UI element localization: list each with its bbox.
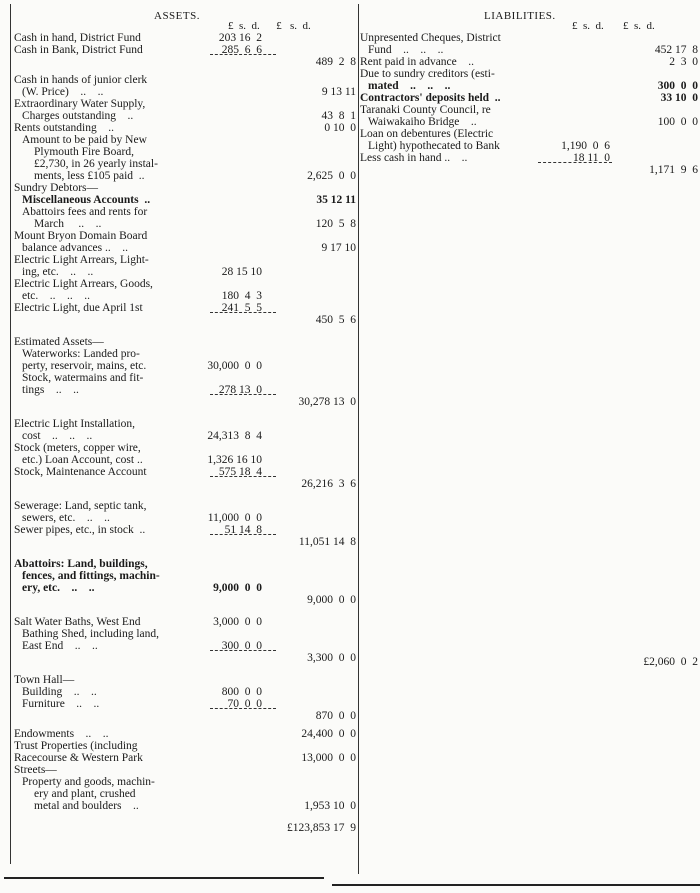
total-amount: 0 10 0 xyxy=(324,122,356,134)
item-amount: 241 5 5 xyxy=(221,302,262,314)
total-amount: 120 5 8 xyxy=(315,218,356,230)
item-amount: 278 13 0 xyxy=(218,384,262,396)
total-amount: 9 17 10 xyxy=(321,242,356,254)
liabilities-currency-header: £ s. d. £ s. d. xyxy=(572,20,655,32)
assets-row xyxy=(14,558,358,570)
entry-label: ments, less £105 paid .. xyxy=(34,170,145,182)
entry-label: (W. Price) .. .. xyxy=(22,86,104,98)
assets-row xyxy=(14,254,358,266)
subtotal-rule xyxy=(210,534,276,536)
entry-label: Stock, Maintenance Account xyxy=(14,466,147,478)
assets-row xyxy=(14,570,358,582)
entry-label: Sewer pipes, etc., in stock .. xyxy=(14,524,146,536)
item-amount: 18 11 0 xyxy=(573,152,610,164)
assets-row xyxy=(14,740,358,752)
entry-label: etc.) Loan Account, cost .. xyxy=(22,454,143,466)
liabilities-row xyxy=(360,140,700,152)
assets-row xyxy=(14,206,358,218)
entry-label: Charges outstanding .. xyxy=(22,110,134,122)
entry-label: balance advances .. .. xyxy=(22,242,129,254)
total-amount: 11,051 14 8 xyxy=(298,536,356,548)
assets-row xyxy=(14,454,358,466)
item-amount: 1,326 16 10 xyxy=(207,454,262,466)
entry-label: ing, etc. .. .. xyxy=(22,266,94,278)
entry-label: Furniture .. .. xyxy=(22,698,100,710)
total-amount: 870 0 0 xyxy=(315,710,356,722)
entry-label: ery, etc. .. .. xyxy=(22,582,95,594)
entry-label: Electric Light, due April 1st xyxy=(14,302,143,314)
liabilities-header xyxy=(360,6,700,32)
assets-row xyxy=(14,728,358,740)
assets-row xyxy=(14,372,358,384)
assets-row xyxy=(14,628,358,640)
assets-row xyxy=(14,170,358,182)
entry-label: Cash in Bank, District Fund xyxy=(14,44,143,56)
total-amount: 35 12 11 xyxy=(316,194,356,206)
total-amount: £123,853 17 9 xyxy=(287,822,356,834)
item-amount: 3,000 0 0 xyxy=(213,616,262,628)
assets-row xyxy=(14,194,358,206)
entry-label: Rent paid in advance .. xyxy=(360,56,475,68)
assets-row xyxy=(14,122,358,134)
assets-row xyxy=(14,512,358,524)
item-amount: 203 16 2 xyxy=(218,32,262,44)
assets-row xyxy=(14,110,358,122)
assets-row xyxy=(14,418,358,430)
entry-label: Endowments .. .. xyxy=(14,728,109,740)
liabilities-row xyxy=(360,104,700,116)
entry-label: Sewerage: Land, septic tank, xyxy=(14,500,147,512)
total-amount: 43 8 1 xyxy=(321,110,356,122)
entry-label: Amount to be paid by New xyxy=(22,134,147,146)
assets-row xyxy=(14,44,358,56)
entry-label: Loan on debentures (Electric xyxy=(360,128,494,140)
entry-label: East End .. .. xyxy=(22,640,98,652)
item-amount: 1,190 0 6 xyxy=(561,140,610,152)
assets-row xyxy=(14,336,358,348)
assets-row xyxy=(14,74,358,86)
assets-row xyxy=(14,158,358,170)
assets-row xyxy=(14,218,358,230)
entry-label: Trust Properties (including xyxy=(14,740,138,752)
entry-label: Stock (meters, copper wire, xyxy=(14,442,141,454)
liabilities-row xyxy=(360,32,700,44)
assets-row xyxy=(14,314,358,326)
entry-label: Cash in hand, District Fund xyxy=(14,32,141,44)
item-amount: 30,000 0 0 xyxy=(207,360,262,372)
subtotal-rule xyxy=(210,476,276,478)
assets-row xyxy=(14,788,358,800)
item-amount: 9,000 0 0 xyxy=(213,582,262,594)
entry-label: etc. .. .. .. xyxy=(22,290,91,302)
entry-label: Town Hall— xyxy=(14,674,75,686)
total-amount: 2,625 0 0 xyxy=(307,170,356,182)
entry-label: Unpresented Cheques, District xyxy=(360,32,501,44)
entry-label: Racecourse & Western Park xyxy=(14,752,143,764)
assets-row xyxy=(14,32,358,44)
entry-label: Cash in hands of junior clerk xyxy=(14,74,148,86)
assets-row xyxy=(14,266,358,278)
column-divider xyxy=(358,4,359,874)
assets-row xyxy=(14,500,358,512)
bottom-rule-left xyxy=(4,877,324,879)
total-amount: 3,300 0 0 xyxy=(307,652,356,664)
entry-label: Waterworks: Landed pro- xyxy=(22,348,140,360)
subtotal-rule xyxy=(210,650,276,652)
item-amount: 70 0 0 xyxy=(227,698,262,710)
item-amount: 300 0 0 xyxy=(221,640,262,652)
total-amount: 24,400 0 0 xyxy=(301,728,356,740)
assets-row xyxy=(14,764,358,776)
item-amount: 51 14 8 xyxy=(224,524,262,536)
liabilities-row xyxy=(360,80,700,92)
assets-row xyxy=(14,674,358,686)
entry-label: Abattoirs fees and rents for xyxy=(22,206,148,218)
entry-label: Property and goods, machin- xyxy=(22,776,155,788)
assets-row xyxy=(14,396,358,408)
assets-row xyxy=(14,752,358,764)
total-amount: 26,216 3 6 xyxy=(301,478,356,490)
assets-row xyxy=(14,98,358,110)
total-amount: £2,060 0 2 xyxy=(643,656,698,668)
assets-row xyxy=(14,536,358,548)
entry-label: Waiwakaiho Bridge .. xyxy=(368,116,477,128)
assets-row xyxy=(14,822,358,834)
item-amount: 575 18 4 xyxy=(218,466,262,478)
assets-row xyxy=(14,384,358,396)
liabilities-column xyxy=(360,6,700,668)
entry-label: Estimated Assets— xyxy=(14,336,104,348)
entry-label: perty, reservoir, mains, etc. xyxy=(22,360,147,372)
subtotal-rule xyxy=(538,162,612,164)
entry-label: Less cash in hand .. .. xyxy=(360,152,468,164)
assets-row xyxy=(14,442,358,454)
total-amount: 2 3 0 xyxy=(669,56,698,68)
subtotal-rule xyxy=(210,708,276,710)
entry-label: Mount Bryon Domain Board xyxy=(14,230,148,242)
entry-label: Taranaki County Council, re xyxy=(360,104,491,116)
assets-rows xyxy=(14,32,358,834)
total-amount: 9,000 0 0 xyxy=(307,594,356,606)
bottom-rule-right xyxy=(332,884,700,886)
entry-label: Contractors' deposits held .. xyxy=(360,92,501,104)
total-amount: 1,171 9 6 xyxy=(649,164,698,176)
assets-row xyxy=(14,278,358,290)
assets-row xyxy=(14,134,358,146)
assets-row xyxy=(14,86,358,98)
liabilities-row xyxy=(360,44,700,56)
assets-row xyxy=(14,652,358,664)
left-margin-line xyxy=(10,4,11,864)
assets-row xyxy=(14,430,358,442)
assets-row xyxy=(14,698,358,710)
entry-label: £2,730, in 26 yearly instal- xyxy=(34,158,158,170)
item-amount: 28 15 10 xyxy=(221,266,262,278)
total-amount: 9 13 11 xyxy=(321,86,356,98)
entry-label: March .. .. xyxy=(34,218,102,230)
assets-row xyxy=(14,360,358,372)
liabilities-row xyxy=(360,56,700,68)
subtotal-rule xyxy=(210,394,276,396)
entry-label: fences, and fittings, machin- xyxy=(22,570,160,582)
total-amount: 13,000 0 0 xyxy=(301,752,356,764)
assets-row xyxy=(14,182,358,194)
entry-label: Due to sundry creditors (esti- xyxy=(360,68,495,80)
entry-label: Bathing Shed, including land, xyxy=(22,628,160,640)
assets-row xyxy=(14,640,358,652)
item-amount: 800 0 0 xyxy=(221,686,262,698)
assets-title: ASSETS. xyxy=(154,10,200,22)
liabilities-title: LIABILITIES. xyxy=(484,10,556,22)
assets-row xyxy=(14,466,358,478)
assets-row xyxy=(14,230,358,242)
entry-label: Electric Light Installation, xyxy=(14,418,136,430)
item-amount: 285 6 6 xyxy=(221,44,262,56)
total-amount: 452 17 8 xyxy=(654,44,698,56)
liabilities-rows xyxy=(360,32,700,668)
entry-label: mated .. .. .. xyxy=(368,80,451,92)
entry-label: metal and boulders .. xyxy=(34,800,139,812)
entry-label: Fund .. .. .. xyxy=(368,44,444,56)
assets-row xyxy=(14,800,358,812)
assets-row xyxy=(14,616,358,628)
entry-label: Sundry Debtors— xyxy=(14,182,99,194)
liabilities-row xyxy=(360,68,700,80)
assets-row xyxy=(14,524,358,536)
item-amount: 24,313 8 4 xyxy=(207,430,262,442)
assets-row xyxy=(14,710,358,722)
total-amount: 33 10 0 xyxy=(660,92,698,104)
assets-currency-header: £ s. d. £ s. d. xyxy=(228,20,311,32)
entry-label: Plymouth Fire Board, xyxy=(34,146,134,158)
assets-row xyxy=(14,776,358,788)
item-amount: 180 4 3 xyxy=(221,290,262,302)
entry-label: Rents outstanding .. xyxy=(14,122,114,134)
entry-label: Miscellaneous Accounts .. xyxy=(22,194,151,206)
assets-column xyxy=(14,6,358,834)
assets-row xyxy=(14,594,358,606)
assets-row xyxy=(14,242,358,254)
entry-label: Electric Light Arrears, Light- xyxy=(14,254,149,266)
entry-label: Salt Water Baths, West End xyxy=(14,616,141,628)
liabilities-row xyxy=(360,656,700,668)
entry-label: sewers, etc. .. .. xyxy=(22,512,110,524)
total-amount: 489 2 8 xyxy=(315,56,356,68)
assets-row xyxy=(14,478,358,490)
entry-label: Building .. .. xyxy=(22,686,97,698)
assets-row xyxy=(14,146,358,158)
liabilities-row xyxy=(360,164,700,176)
liabilities-row xyxy=(360,92,700,104)
entry-label: Abattoirs: Land, buildings, xyxy=(14,558,148,570)
entry-label: ery and plant, crushed xyxy=(34,788,136,800)
entry-label: Stock, watermains and fit- xyxy=(22,372,144,384)
entry-label: Streets— xyxy=(14,764,57,776)
total-amount: 100 0 0 xyxy=(657,116,698,128)
entry-label: tings .. .. xyxy=(22,384,79,396)
subtotal-rule xyxy=(210,312,276,314)
item-amount: 11,000 0 0 xyxy=(207,512,262,524)
assets-row xyxy=(14,302,358,314)
entry-label: Extraordinary Water Supply, xyxy=(14,98,146,110)
assets-row xyxy=(14,348,358,360)
total-amount: 1,953 10 0 xyxy=(304,800,356,812)
liabilities-row xyxy=(360,116,700,128)
assets-header xyxy=(14,6,358,32)
entry-label: Light) hypothecated to Bank xyxy=(368,140,500,152)
total-amount: 450 5 6 xyxy=(315,314,356,326)
liabilities-row xyxy=(360,152,700,164)
subtotal-rule xyxy=(210,54,276,56)
total-amount: 30,278 13 0 xyxy=(298,396,356,408)
assets-row xyxy=(14,582,358,594)
entry-label: Electric Light Arrears, Goods, xyxy=(14,278,153,290)
assets-row xyxy=(14,290,358,302)
assets-row xyxy=(14,56,358,68)
assets-row xyxy=(14,686,358,698)
entry-label: cost .. .. .. xyxy=(22,430,93,442)
liabilities-row xyxy=(360,128,700,140)
total-amount: 300 0 0 xyxy=(657,80,698,92)
